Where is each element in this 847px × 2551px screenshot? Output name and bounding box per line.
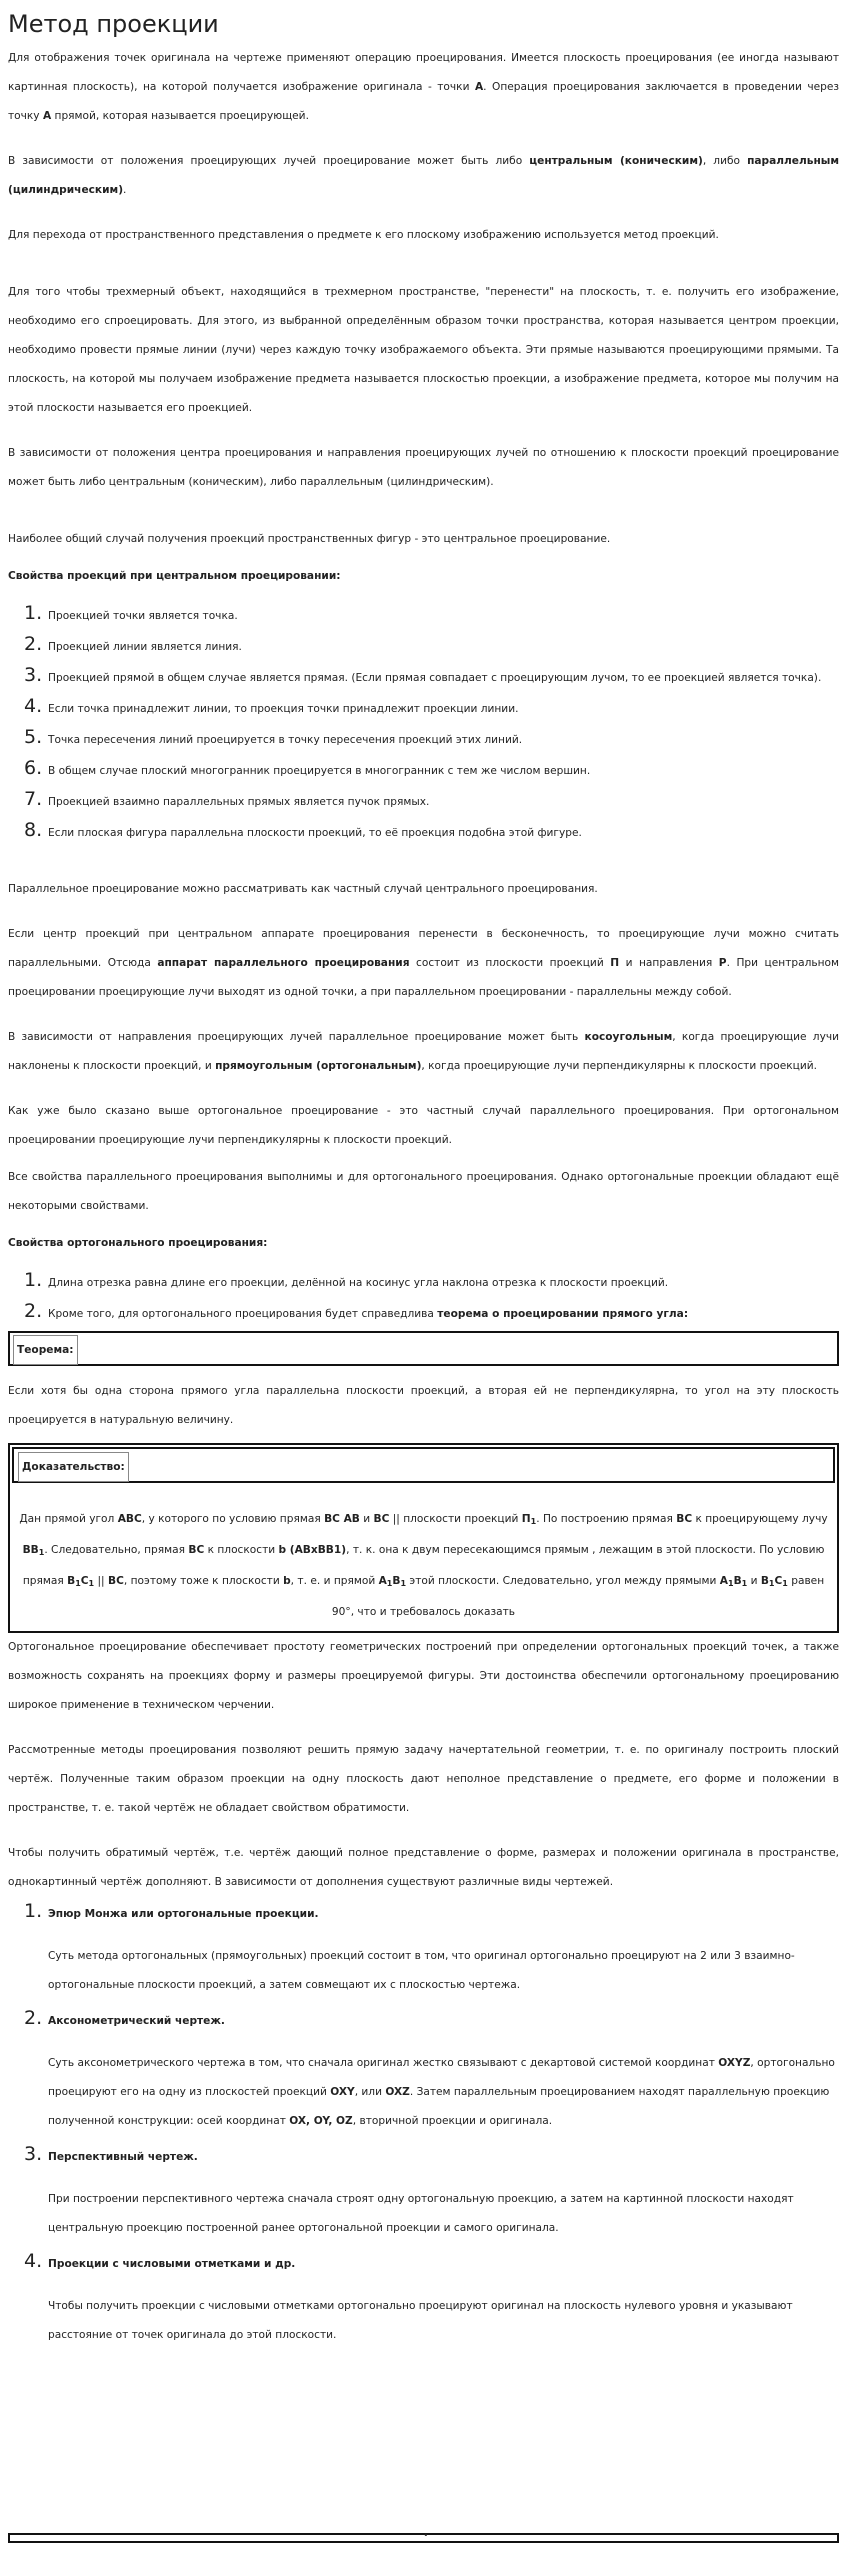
list-item: 4. Проекции с числовыми отметками и др. Чтобы получить проекции с числовыми отметками ортогонально проецируют оригинал на плоскость нулевого уровня и указывают расстояние от точек оригинала до этой плоскости. (24, 2250, 793, 2341)
list-item: 2. Кроме того, для ортогонального проецирования будет справедлива теорема о проецировании прямого угла: (24, 1300, 689, 1322)
central-properties-list (8, 599, 839, 847)
list-item: 5. Точка пересечения линий проецируется в точку пересечения проекций этих линий. (24, 726, 523, 748)
list-item: 4. Если точка принадлежит линии, то проекция точки принадлежит проекции линии. (24, 695, 519, 717)
ortho-properties-heading: Свойства ортогонального проецирования: (8, 1237, 268, 1249)
after-paragraph-3: Чтобы получить обратимый чертёж, т.е. чертёж дающий полное представление о форме, размерах и положении оригинала в пространстве, однокартинный чертёж дополняют. В зависимости от дополнения существуют различные виды чертежей. (8, 1847, 839, 1888)
list-item: 2. Аксонометрический чертеж. Суть аксонометрического чертежа в том, что сначала оригинал жестко связывают с декартовой системой координат OXYZ, ортогонально проецируют его на одну из плоскостей проекций OXY, или OXZ. Затем параллельным проецированием находят параллельную проекцию полученной конструкции: осей координат OX, OY, OZ, вторичной проекции и оригинала. (24, 2007, 835, 2127)
parallel-paragraph-1: Параллельное проецирование можно рассматривать как частный случай центрального проецирования. (8, 883, 598, 895)
intro-paragraph-6: Наиболее общий случай получения проекций пространственных фигур - это центральное проецирование. (8, 533, 611, 545)
ortho-properties-list (8, 1266, 839, 1328)
after-paragraph-1: Ортогональное проецирование обеспечивает простоту геометрических построений при определении ортогональных проекций точек, а также возможность сохранять на проекциях форму и размеры проецируемой фигуры. Эти достоинства обеспечили ортогональному проецированию широкое применение в техническом черчении. (8, 1641, 839, 1711)
list-item: 6. В общем случае плоский многогранник проецируется в многогранник с тем же числом вершин. (24, 757, 591, 779)
drawing-kinds-list (8, 1897, 839, 2354)
list-item: 3. Проекцией прямой в общем случае является прямая. (Если прямая совпадает с проецирующим лучом, то ее проекцией является точка). (24, 664, 822, 686)
theorem-box (8, 1331, 839, 1366)
list-item: 1. Эпюр Монжа или ортогональные проекции. Суть метода ортогональных (прямоугольных) проекций состоит в том, что оригинал ортогонально проецируют на 2 или 3 взаимно-ортогональные плоскости проекций, а затем совмещают их с плоскостью чертежа. (24, 1900, 795, 1991)
intro-paragraph-3: Для перехода от пространственного представления о предмете к его плоскому изображению используется метод проекций. (8, 229, 719, 241)
parallel-paragraph-5: Все свойства параллельного проецирования выполнимы и для ортогонального проецирования. Однако ортогональные проекции обладают ещё некоторыми свойствами. (8, 1171, 839, 1212)
after-paragraph-2: Рассмотренные методы проецирования позволяют решить прямую задачу начертательной геометрии, т. е. по оригиналу построить плоский чертёж. Полученные таким образом проекции на одну плоскость дают неполное представление о предмете, его форме и положении в пространстве, т. е. такой чертёж не обладает свойством обратимости. (8, 1744, 839, 1814)
list-item: 8. Если плоская фигура параллельна плоскости проекций, то её проекция подобна этой фигуре. (24, 819, 582, 841)
proof-box (8, 1443, 839, 1633)
intro-paragraph-4: Для того чтобы трехмерный объект, находящийся в трехмерном пространстве, "перенести" на плоскость, т. е. получить его изображение, необходимо его спроецировать. Для этого, из выбранной определённым образом точки пространства, которая называется центром проекции, необходимо провести прямые линии (лучи) через каждую точку изображаемого объекта. Эти прямые называются проецирующими прямыми. Та плоскость, на которой мы получаем изображение предмета называется плоскостью проекции, а изображение предмета, которое мы получим на этой плоскости называется его проекцией. (8, 286, 839, 414)
list-item: 3. Перспективный чертеж. При построении перспективного чертежа сначала строят одну ортогональную проекцию, а затем на картинной плоскости находят центральную проекцию построенной ранее ортогональной проекции и самого оригинала. (24, 2143, 794, 2234)
parallel-paragraph-2: Если центр проекций при центральном аппарате проецирования перенести в бесконечность, то проецирующие лучи можно считать параллельными. Отсюда аппарат параллельного проецирования состоит из плоскости проекций П и направления P. При центральном проецировании проецирующие лучи выходят из одной точки, а при параллельном проецировании - параллельны между собой. (8, 928, 839, 998)
intro-paragraph-5: В зависимости от положения центра проецирования и направления проецирующих лучей по отношению к плоскости проекций проецирование может быть либо центральным (коническим), либо параллельным (цилиндрическим). (8, 447, 839, 488)
list-item: 1. Длина отрезка равна длине его проекции, делённой на косинус угла наклона отрезка к плоскости проекций. (24, 1269, 669, 1291)
footer-box (8, 2533, 839, 2543)
page-title: Метод проекции (8, 10, 219, 38)
list-item: 1. Проекцией точки является точка. (24, 602, 238, 624)
list-item: 7. Проекцией взаимно параллельных прямых является пучок прямых. (24, 788, 430, 810)
list-item: 2. Проекцией линии является линия. (24, 633, 242, 655)
parallel-paragraph-4: Как уже было сказано выше ортогональное проецирование - это частный случай параллельного проецирования. При ортогональном проецировании проецирующие лучи перпендикулярны к плоскости проекций. (8, 1105, 839, 1146)
central-properties-heading: Свойства проекций при центральном проецировании: (8, 570, 341, 582)
intro-paragraph-2: В зависимости от положения проецирующих лучей проецирование может быть либо центральным (коническим), либо параллельным (цилиндрическим). (8, 155, 839, 196)
proof-header (12, 1447, 835, 1483)
intro-paragraph-1: Для отображения точек оригинала на чертеже применяют операцию проецирования. Имеется плоскость проецирования (ее иногда называют картинная плоскость), на которой получается изображение оригинала - точки A. Операция проецирования заключается в проведении через точку A прямой, которая называется проецирующей. (8, 52, 839, 122)
footer-mark: • (423, 2531, 429, 2540)
theorem-label: Теорема: (13, 1335, 78, 1365)
proof-label: Доказательство: (18, 1452, 129, 1482)
parallel-paragraph-3: В зависимости от направления проецирующих лучей параллельное проецирование может быть косоугольным, когда проецирующие лучи наклонены к плоскости проекций, и прямоугольным (ортогональным), когда проецирующие лучи перпендикулярны к плоскости проекций. (8, 1031, 839, 1072)
theorem-text: Если хотя бы одна сторона прямого угла параллельна плоскости проекций, а вторая ей не перпендикулярна, то угол на эту плоскость проецируется в натуральную величину. (8, 1385, 839, 1426)
proof-text: Дан прямой угол ABC, у которого по условию прямая BC AB и BC || плоскости проекций $П_1$. По построению прямая BC к проецирующему лучу $BB_1$. Следовательно, прямая BC к плоскости b (ABxBB1), т. к. она к двум пересекающимся прямым , лежащим в этой плоскости. По условию прямая $B_1C_1$ || BC, поэтому тоже к плоскости b, т. е. и прямой $A_1B_1$ этой плоскости. Следовательно, угол между прямыми $A_1B_1$ и $B_1C_1$ равен 90°, что и требовалось доказать (19, 1513, 828, 1618)
